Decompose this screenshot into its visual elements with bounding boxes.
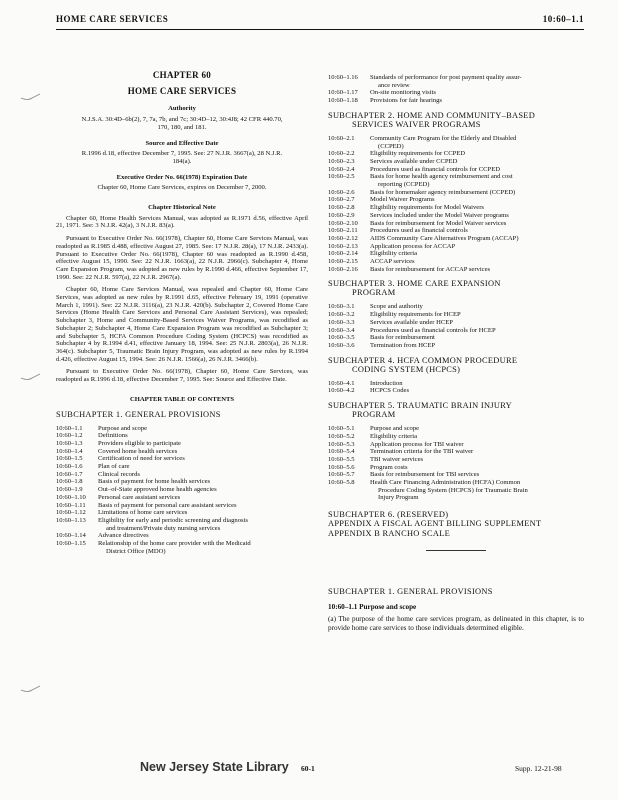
toc-section-number: 10:60–1.10	[56, 493, 86, 501]
toc-section-number: 10:60–1.3	[56, 439, 83, 447]
toc-section-number: 10:60–3.3	[328, 318, 355, 326]
supplement-date: Supp. 12-21-98	[515, 764, 562, 773]
toc-section-number: 10:60–1.4	[56, 447, 83, 455]
toc-section-title	[98, 463, 308, 471]
toc-section-title	[370, 258, 584, 266]
toc-title-line: Services available under CCPED	[370, 157, 458, 165]
toc-title-line: Basis for reimbursement for ACCAP services	[370, 265, 491, 273]
toc-row	[328, 89, 584, 97]
toc-row	[56, 471, 308, 479]
toc-section-title	[370, 319, 584, 327]
toc-row	[328, 303, 584, 311]
toc-section-title	[98, 471, 308, 479]
toc-row	[56, 455, 308, 463]
toc-row	[328, 243, 584, 251]
toc-row	[56, 517, 308, 532]
toc-row	[328, 150, 584, 158]
toc-title-line: AIDS Community Care Alternatives Program (ACCAP)	[370, 234, 519, 242]
toc-row	[328, 97, 584, 105]
toc-section-number: 10:60–2.10	[328, 219, 358, 227]
toc-section-number: 10:60–4.1	[328, 379, 355, 387]
toc-section-title	[98, 425, 308, 433]
toc-section-number: 10:60–5.6	[328, 463, 355, 471]
toc-title-line: Personal care assistant services	[98, 493, 181, 501]
toc-row	[328, 425, 584, 433]
toc-section-title	[370, 441, 584, 449]
toc-section-title	[370, 425, 584, 433]
toc-section-title	[370, 243, 584, 251]
toc-title-line: Eligibility requirements for HCEP	[370, 311, 461, 319]
toc-section-number: 10:60–2.4	[328, 165, 355, 173]
subchapter-2-title-cont: SERVICES WAIVER PROGRAMS	[352, 119, 481, 129]
toc-row	[328, 319, 584, 327]
toc-section-number: 10:60–2.9	[328, 211, 355, 219]
toc-title-line: Eligibility criteria	[370, 432, 418, 440]
toc-section-number: 10:60–2.14	[328, 250, 358, 258]
toc-section-number: 10:60–1.5	[56, 455, 83, 463]
toc-row	[328, 448, 584, 456]
toc-title-line: Procedures used as financial controls for HCEP	[370, 326, 496, 334]
chapter-name: HOME CARE SERVICES	[127, 85, 237, 96]
toc-section-number: 10:60–2.8	[328, 204, 355, 212]
history-paragraph: Chapter 60, Home Health Services Manual, was adopted as R.1971 d.56, effective April 21, 1971. See: 3 N.J.R. 42(a), 3 N.J.R. 83(a).	[56, 214, 308, 230]
toc-section-number: 10:60–2.2	[328, 150, 355, 158]
toc-heading: CHAPTER TABLE OF CONTENTS	[129, 395, 235, 403]
toc-row	[56, 486, 308, 494]
toc-row	[56, 532, 308, 540]
toc-title-line: Basis for reimbursement	[370, 334, 435, 342]
toc-title-line: Introduction	[370, 379, 403, 387]
toc-title-line: Basis of payment for personal care assistant services	[98, 501, 237, 509]
toc-row	[328, 135, 584, 150]
toc-row	[328, 334, 584, 342]
right-column	[328, 74, 584, 633]
toc-title-line: Program costs	[370, 463, 408, 471]
toc-title-line: Providers eligible to participate	[98, 439, 181, 447]
subchapter-4-heading	[328, 356, 584, 374]
toc-section-number: 10:60–5.2	[328, 432, 355, 440]
toc-title-line: Basis for homemaker agency reimbursement (CCPED)	[370, 188, 516, 196]
source-heading: Source and Effective Date	[145, 139, 219, 147]
toc-section-title	[98, 478, 308, 486]
toc-section-number: 10:60–5.5	[328, 455, 355, 463]
toc-row	[328, 74, 584, 89]
toc-section-title	[370, 89, 584, 97]
toc-title-line: Application process for TBI waiver	[370, 440, 464, 448]
toc-section-title	[98, 502, 308, 510]
toc-title-line: District Office (MDO)	[106, 547, 166, 555]
toc-section-title	[370, 204, 584, 212]
toc-title-line: Procedures used as financial controls for CCPED	[370, 165, 501, 173]
toc-section-title	[370, 97, 584, 105]
toc-section-number: 10:60–1.18	[328, 97, 358, 105]
toc-section-number: 10:60–2.3	[328, 157, 355, 165]
toc-section-title	[370, 334, 584, 342]
toc-row	[328, 250, 584, 258]
toc-section-number: 10:60–3.2	[328, 311, 355, 319]
subchapter-5-title: SUBCHAPTER 5. TRAUMATIC BRAIN INJURY	[328, 401, 512, 411]
toc-title-line: Basis of payment for home health services	[98, 478, 211, 486]
toc-row	[328, 464, 584, 472]
toc-row	[328, 227, 584, 235]
toc-section-number: 10:60–1.1	[56, 424, 83, 432]
toc-title-line: Covered home health services	[98, 447, 178, 455]
toc-title-line: Termination from HCEP	[370, 341, 436, 349]
toc-section-number: 10:60–3.5	[328, 334, 355, 342]
toc-list	[328, 74, 584, 105]
toc-section-title	[370, 150, 584, 158]
toc-section-title	[98, 540, 308, 555]
toc-row	[56, 448, 308, 456]
toc-section-number: 10:60–5.7	[328, 471, 355, 479]
toc-row	[328, 471, 584, 479]
toc-section-title	[370, 74, 584, 89]
header-title: HOME CARE SERVICES	[56, 14, 169, 24]
toc-row	[328, 166, 584, 174]
toc-section-title	[370, 227, 584, 235]
toc-title-line: Eligibility requirements for CCPED	[370, 150, 466, 158]
authority-heading: Authority	[168, 105, 196, 113]
toc-section-number: 10:60–3.1	[328, 303, 355, 311]
toc-section-number: 10:60–1.9	[56, 486, 83, 494]
appendix-b: APPENDIX B RANCHO SCALE	[328, 528, 451, 538]
chapter-number: CHAPTER 60	[152, 70, 212, 80]
toc-row	[328, 173, 584, 188]
toc-list	[328, 425, 584, 502]
toc-row	[56, 494, 308, 502]
margin-mark-icon	[20, 92, 42, 102]
toc-section-title	[370, 166, 584, 174]
toc-row	[328, 311, 584, 319]
toc-section-number: 10:60–1.15	[56, 540, 86, 548]
toc-title-line: ACCAP services	[370, 258, 415, 266]
toc-title-line: Application process for ACCAP	[370, 242, 456, 250]
toc-row	[56, 463, 308, 471]
subchapter-3-heading	[328, 279, 584, 297]
toc-section-title	[370, 158, 584, 166]
toc-title-line: reporting (CCPED)	[378, 181, 430, 189]
toc-section-number: 10:60–1.6	[56, 463, 83, 471]
toc-section-number: 10:60–2.7	[328, 196, 355, 204]
toc-title-line: TBI waiver services	[370, 455, 424, 463]
toc-section-number: 10:60–1.2	[56, 432, 83, 440]
toc-section-number: 10:60–3.6	[328, 341, 355, 349]
toc-list	[328, 380, 584, 395]
toc-section-number: 10:60–5.4	[328, 448, 355, 456]
toc-section-number: 10:60–2.16	[328, 265, 358, 273]
toc-title-line: Eligibility criteria	[370, 250, 418, 258]
toc-section-title	[98, 517, 308, 532]
toc-title-line: Scope and authority	[370, 303, 423, 311]
history-paragraph: Pursuant to Executive Order No. 66(1978), Chapter 60, Home Care Services, was readopted as R.1996 d.18, effective December 7, 1995. See: Source and Effective Date.	[56, 368, 308, 384]
toc-section-title	[370, 387, 584, 395]
toc-title-line: Clinical records	[98, 470, 140, 478]
toc-section-number: 10:60–1.12	[56, 509, 86, 517]
toc-section-title	[370, 433, 584, 441]
toc-row	[328, 433, 584, 441]
toc-section-title	[370, 479, 584, 502]
toc-title-line: Out–of-State approved home health agencies	[98, 486, 217, 494]
subchapter-1-text-heading: SUBCHAPTER 1. GENERAL PROVISIONS	[328, 586, 493, 596]
toc-row	[328, 441, 584, 449]
toc-row	[328, 258, 584, 266]
toc-section-title	[370, 250, 584, 258]
toc-section-title	[370, 448, 584, 456]
history-paragraph: Chapter 60, Home Care Services Manual, was repealed and Chapter 60, Home Care Services, was adopted as new rules by R.1991 d.65, effective February 19, 1991 (operative March 1, 1991). See: 22 N.J.R. 3116(a), 23 N.J.R. 420(b). Subchapter 2, Covered Home Care Services (Home Health Care Services and Personal Care Assistant Services), was repealed; Subchapter 3, Home and Community-Based Services Waiver Programs, was recodified as Subchapter 2; Subchapter 4, Home Care Expansion Program was recodified as Subchapter 3; and Subchapter 5, HCFA Common Procedure Coding System (HCPCS) was recodified as Subchapter 4 by R.1994 d.41, effective January 18, 1994. See: 25 N.J.R. 2803(a), 26 N.J.R. 364(c). Subchapter 5, Traumatic Brain Injury Program, was adopted as new rules by R.1994 d.426, effective August 15, 1994. See: 26 N.J.R. 1566(a), 26 N.J.R. 3466(b).	[56, 286, 308, 363]
toc-section-title	[98, 486, 308, 494]
toc-section-number: 10:60–2.6	[328, 188, 355, 196]
toc-section-title	[370, 456, 584, 464]
section-body: (a) The purpose of the home care services program, as delineated in this chapter, is to provide home care services to those individuals determined eligible.	[328, 615, 584, 633]
toc-section-title	[98, 432, 308, 440]
toc-title-line: Purpose and scope	[370, 425, 420, 433]
history-heading: Chapter Historical Note	[148, 204, 216, 212]
toc-section-number: 10:60–5.3	[328, 440, 355, 448]
toc-row	[328, 158, 584, 166]
toc-section-title	[370, 266, 584, 274]
toc-section-number: 10:60–1.13	[56, 516, 86, 524]
toc-section-title	[98, 494, 308, 502]
toc-section-title	[370, 189, 584, 197]
library-stamp: New Jersey State Library	[140, 760, 289, 774]
subchapter-5-title-cont: PROGRAM	[352, 410, 396, 420]
toc-list	[328, 303, 584, 349]
toc-section-number: 10:60–2.15	[328, 258, 358, 266]
toc-title-line: Relationship of the home care provider with the Medicaid	[98, 540, 251, 548]
toc-title-line: Basis for reimbursement for TBI services	[370, 471, 480, 479]
toc-row	[328, 327, 584, 335]
toc-section-number: 10:60–2.12	[328, 234, 358, 242]
toc-row	[328, 380, 584, 388]
toc-list	[328, 135, 584, 274]
toc-section-number: 10:60–1.14	[56, 532, 86, 540]
toc-section-title	[370, 380, 584, 388]
toc-section-title	[370, 220, 584, 228]
toc-section-number: 10:60–1.17	[328, 89, 358, 97]
subchapter-1-heading: SUBCHAPTER 1. GENERAL PROVISIONS	[56, 409, 221, 419]
toc-section-title	[370, 311, 584, 319]
toc-title-line: On-site monitoring visits	[370, 89, 436, 97]
toc-section-number: 10:60–1.7	[56, 470, 83, 478]
section-title: 10:60–1.1 Purpose and scope	[328, 602, 417, 611]
toc-section-number: 10:60–1.16	[328, 74, 358, 81]
toc-title-line: and treatment/Private duty nursing services	[106, 524, 221, 532]
toc-title-line: Basis for home health agency reimbursement and cost	[370, 173, 513, 181]
toc-section-number: 10:60–4.2	[328, 387, 355, 395]
toc-title-line: Purpose and scope	[98, 424, 148, 432]
toc-row	[328, 220, 584, 228]
toc-section-title	[370, 342, 584, 350]
toc-section-title	[370, 135, 584, 150]
toc-title-line: Health Care Financing Administration (HCFA) Common	[370, 479, 521, 487]
toc-title-line: ance review	[378, 81, 410, 89]
toc-title-line: Provisions for fair hearings	[370, 97, 442, 105]
subchapter-4-title: SUBCHAPTER 4. HCFA COMMON PROCEDURE	[328, 355, 518, 365]
left-column	[56, 72, 308, 557]
toc-title-line: (CCPED)	[378, 142, 404, 150]
source-text: R.1996 d.18, effective December 7, 1995. See: 27 N.J.R. 3667(a), 28 N.J.R. 184(a).	[81, 150, 283, 165]
toc-row	[328, 204, 584, 212]
toc-row	[328, 189, 584, 197]
margin-mark-icon	[20, 372, 42, 382]
toc-title-line: Model Waiver Programs	[370, 196, 435, 204]
toc-title-line: Eligibility for early and periodic screening and diagnosis	[98, 516, 248, 524]
margin-mark-icon	[20, 684, 42, 694]
subchapter-3-title-cont: PROGRAM	[352, 288, 396, 298]
header-rule	[56, 29, 584, 30]
toc-row	[328, 235, 584, 243]
toc-list	[56, 425, 308, 556]
toc-section-number: 10:60–5.8	[328, 479, 355, 487]
toc-section-number: 10:60–3.4	[328, 326, 355, 334]
toc-row	[56, 432, 308, 440]
toc-row	[328, 266, 584, 274]
toc-section-number: 10:60–2.13	[328, 242, 358, 250]
toc-row	[328, 196, 584, 204]
toc-row	[56, 540, 308, 555]
toc-title-line: Procedure Coding System (HCPCS) for Traumatic Brain	[378, 486, 528, 494]
toc-title-line: Certification of need for services	[98, 455, 185, 463]
appendix-a: APPENDIX A FISCAL AGENT BILLING SUPPLEMENT	[328, 519, 542, 529]
subchapter-2-heading	[328, 111, 584, 129]
toc-title-line: HCPCS Codes	[370, 387, 410, 395]
toc-section-title	[370, 212, 584, 220]
toc-section-title	[98, 440, 308, 448]
toc-section-title	[370, 303, 584, 311]
subchapter-6-heading: SUBCHAPTER 6. (RESERVED)	[328, 510, 449, 520]
toc-section-title	[370, 173, 584, 188]
toc-row	[56, 502, 308, 510]
toc-title-line: Services available under HCEP	[370, 318, 453, 326]
toc-section-title	[370, 235, 584, 243]
header-section-number: 10:60–1.1	[542, 14, 584, 24]
toc-title-line: Eligibility requirements for Model Waivers	[370, 204, 484, 212]
toc-section-title	[98, 455, 308, 463]
toc-row	[328, 479, 584, 502]
toc-title-line: Termination criteria for the TBI waiver	[370, 448, 474, 456]
toc-section-title	[98, 448, 308, 456]
toc-title-line: Advance directives	[98, 532, 149, 540]
toc-section-title	[370, 471, 584, 479]
toc-section-title	[370, 196, 584, 204]
toc-row	[328, 212, 584, 220]
toc-row	[328, 456, 584, 464]
toc-row	[328, 342, 584, 350]
toc-title-line: Limitations of home care services	[98, 509, 188, 517]
toc-section-number: 10:60–2.11	[328, 227, 358, 235]
toc-section-title	[98, 509, 308, 517]
toc-title-line: Community Care Program for the Elderly and Disabled	[370, 134, 517, 142]
toc-row	[328, 387, 584, 395]
authority-text: N.J.S.A. 30:4D–6b(2), 7, 7a, 7b, and 7c; 30:4D–12, 30:4J8; 42 CFR 440.70, 170, 180, and 181.	[81, 116, 283, 131]
toc-title-line: Injury Program	[378, 494, 419, 502]
exec-order-text: Chapter 60, Home Care Services, expires on December 7, 2000.	[97, 184, 267, 192]
toc-section-number: 10:60–2.5	[328, 173, 355, 181]
toc-title-line: Basis for reimbursement for Model Waiver services	[370, 219, 507, 227]
subchapter-2-title: SUBCHAPTER 2. HOME AND COMMUNITY–BASED	[328, 110, 536, 120]
history-paragraph: Pursuant to Executive Order No. 66(1978), Chapter 60, Home Care Services Manual, was readopted as R.1985 d.488, effective August 27, 1985. See: 17 N.J.R. 28(a), 17 N.J.R. 2433(a). Pursuant to Executive Order No. 66(1978), Chapter 60 was readopted as R.1990 d.458, effective August 15, 1990. See: 22 N.J.R. 1663(a), 22 N.J.R. 2966(c). Subchapter 4, Home Care Expansion Program, was adopted as new rules by R.1990 d.466, effective September 17, 1990. See: 22 N.J.R. 597(a), 22 N.J.R. 2967(a).	[56, 235, 308, 281]
toc-section-number: 10:60–2.1	[328, 134, 355, 142]
toc-section-title	[370, 464, 584, 472]
toc-title-line: Plan of care	[98, 463, 130, 471]
toc-section-title	[98, 532, 308, 540]
subchapter-5-heading	[328, 401, 584, 419]
exec-order-heading: Executive Order No. 66(1978) Expiration Date	[116, 173, 248, 181]
toc-section-title	[370, 327, 584, 335]
toc-title-line: Standards of performance for post payment quality assur-	[370, 74, 522, 81]
toc-title-line: Procedures used as financial controls	[370, 227, 468, 235]
toc-title-line: Definitions	[98, 432, 128, 440]
toc-section-number: 10:60–1.11	[56, 501, 86, 509]
toc-section-number: 10:60–5.1	[328, 425, 355, 433]
toc-title-line: Services included under the Model Waiver programs	[370, 211, 509, 219]
toc-row	[56, 440, 308, 448]
toc-row	[56, 425, 308, 433]
toc-row	[56, 478, 308, 486]
page-number: 60-1	[301, 764, 315, 773]
toc-row	[56, 509, 308, 517]
subchapter-4-title-cont: CODING SYSTEM (HCPCS)	[352, 364, 461, 374]
subchapter-3-title: SUBCHAPTER 3. HOME CARE EXPANSION	[328, 279, 501, 289]
section-divider	[426, 550, 486, 551]
toc-section-number: 10:60–1.8	[56, 478, 83, 486]
